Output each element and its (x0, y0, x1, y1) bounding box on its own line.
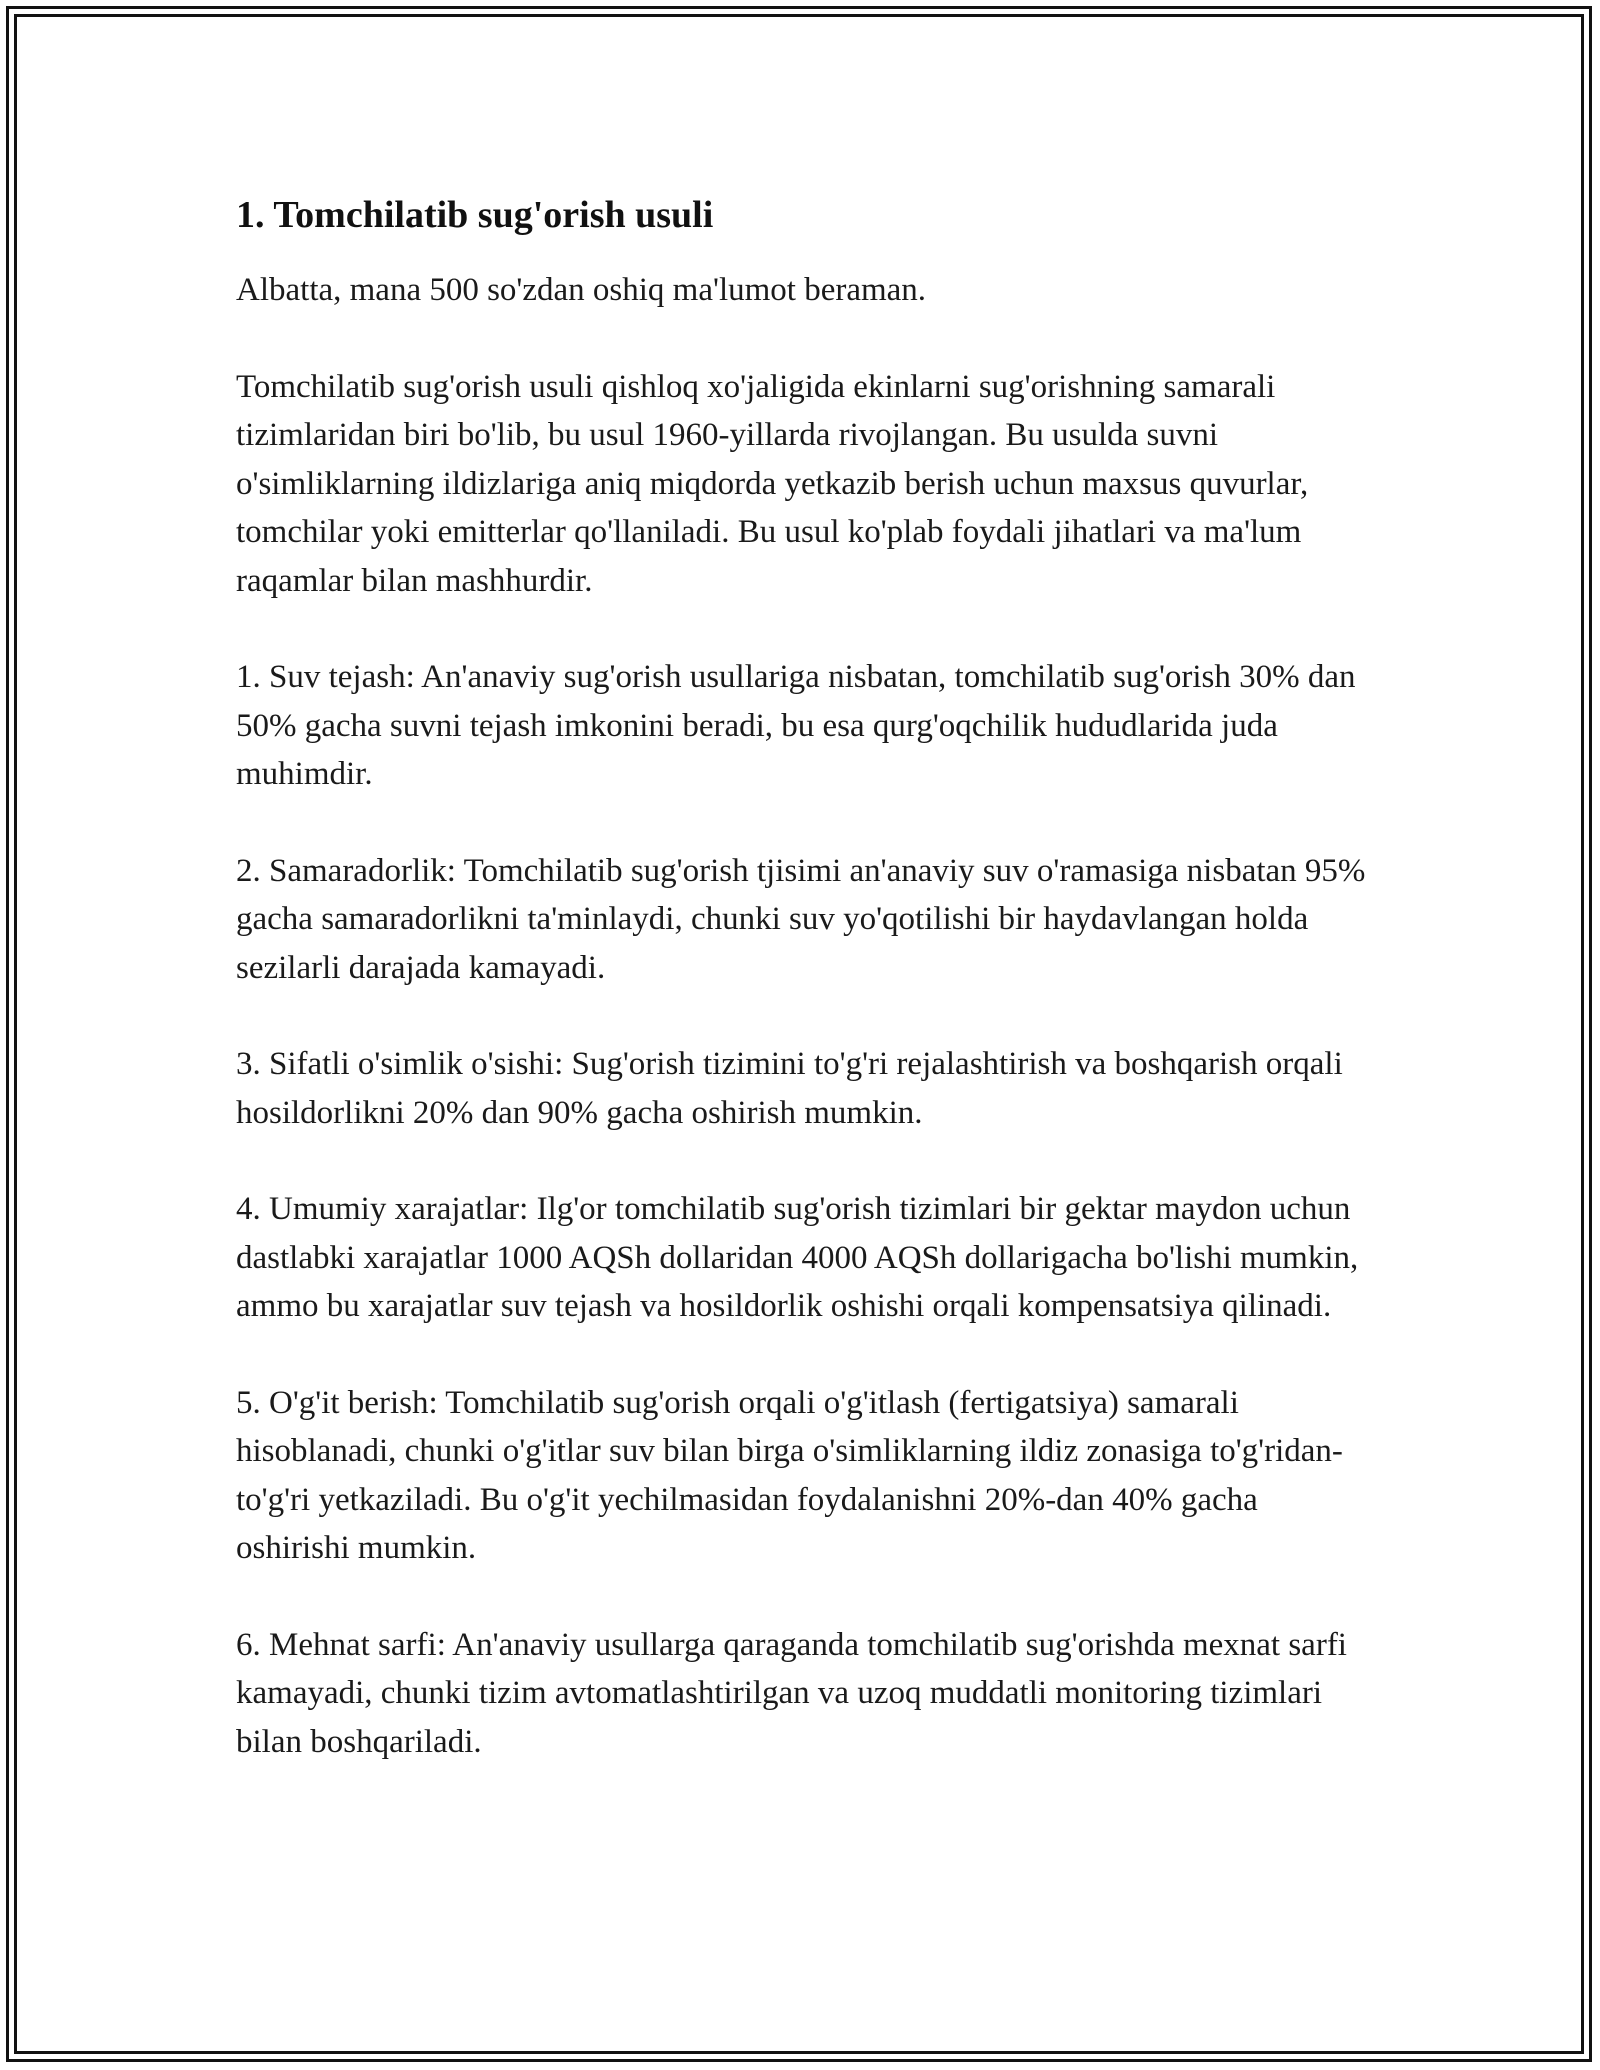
document-heading: 1. Tomchilatib sug'orish usuli (236, 194, 714, 236)
paragraph-water-saving: 1. Suv tejash: An'anaviy sug'orish usullariga nisbatan, tomchilatib sug'orish 30% dan 50% gacha suvni tejash imkonini beradi, bu esa qurg'oqchilik hududlarida juda muhimdir. (236, 659, 1356, 792)
document-body (236, 182, 1376, 1814)
paragraph-efficiency: 2. Samaradorlik: Tomchilatib sug'orish tjisimi an'anaviy suv o'ramasiga nisbatan 95% gacha samaradorlikni ta'minlaydi, chunki suv yo'qotilishi bir haydavlangan holda sezilarli darajada kamayadi. (236, 852, 1366, 986)
paragraph-fertilizer: 5. O'g'it berish: Tomchilatib sug'orish orqali o'g'itlash (fertigatsiya) samarali hisoblanadi, chunki o'g'itlar suv bilan birga o'simliklarning ildiz zonasiga to'g'ridan-to'g'ri yetkaziladi. Bu o'g'it yechilmasidan foydalanishni 20%-dan 40% gacha oshirishi mumkin. (236, 1384, 1343, 1566)
paragraph-overview: Tomchilatib sug'orish usuli qishloq xo'jaligida ekinlarni sug'orishning samarali tizimlaridan biri bo'lib, bu usul 1960-yillarda rivojlangan. Bu usulda suvni o'simliklarning ildizlariga aniq miqdorda yetkazib berish uchun maxsus quvurlar, tomchilar yoki emitterlar qo'llaniladi. Bu usul ko'plab foydali jihatlari va ma'lum raqamlar bilan mashhurdir. (236, 368, 1309, 599)
paragraph-plant-growth: 3. Sifatli o'simlik o'sishi: Sug'orish tizimini to'g'ri rejalashtirish va boshqarish orqali hosildorlikni 20% dan 90% gacha oshirish mumkin. (236, 1046, 1343, 1131)
paragraph-labor: 6. Mehnat sarfi: An'anaviy usullarga qaraganda tomchilatib sug'orishda mexnat sarfi kamayadi, chunki tizim avtomatlashtirilgan va uzoq muddatli monitoring tizimlari bilan boshqariladi. (236, 1626, 1347, 1760)
paragraph-costs: 4. Umumiy xarajatlar: Ilg'or tomchilatib sug'orish tizimlari bir gektar maydon uchun dastlabki xarajatlar 1000 AQSh dollaridan 4000 AQSh dollarigacha bo'lishi mumkin, ammo bu xarajatlar suv tejash va hosildorlik oshishi orqali kompensatsiya qilinadi. (236, 1191, 1359, 1324)
paragraph-intro: Albatta, mana 500 so'zdan oshiq ma'lumot beraman. (236, 272, 927, 308)
